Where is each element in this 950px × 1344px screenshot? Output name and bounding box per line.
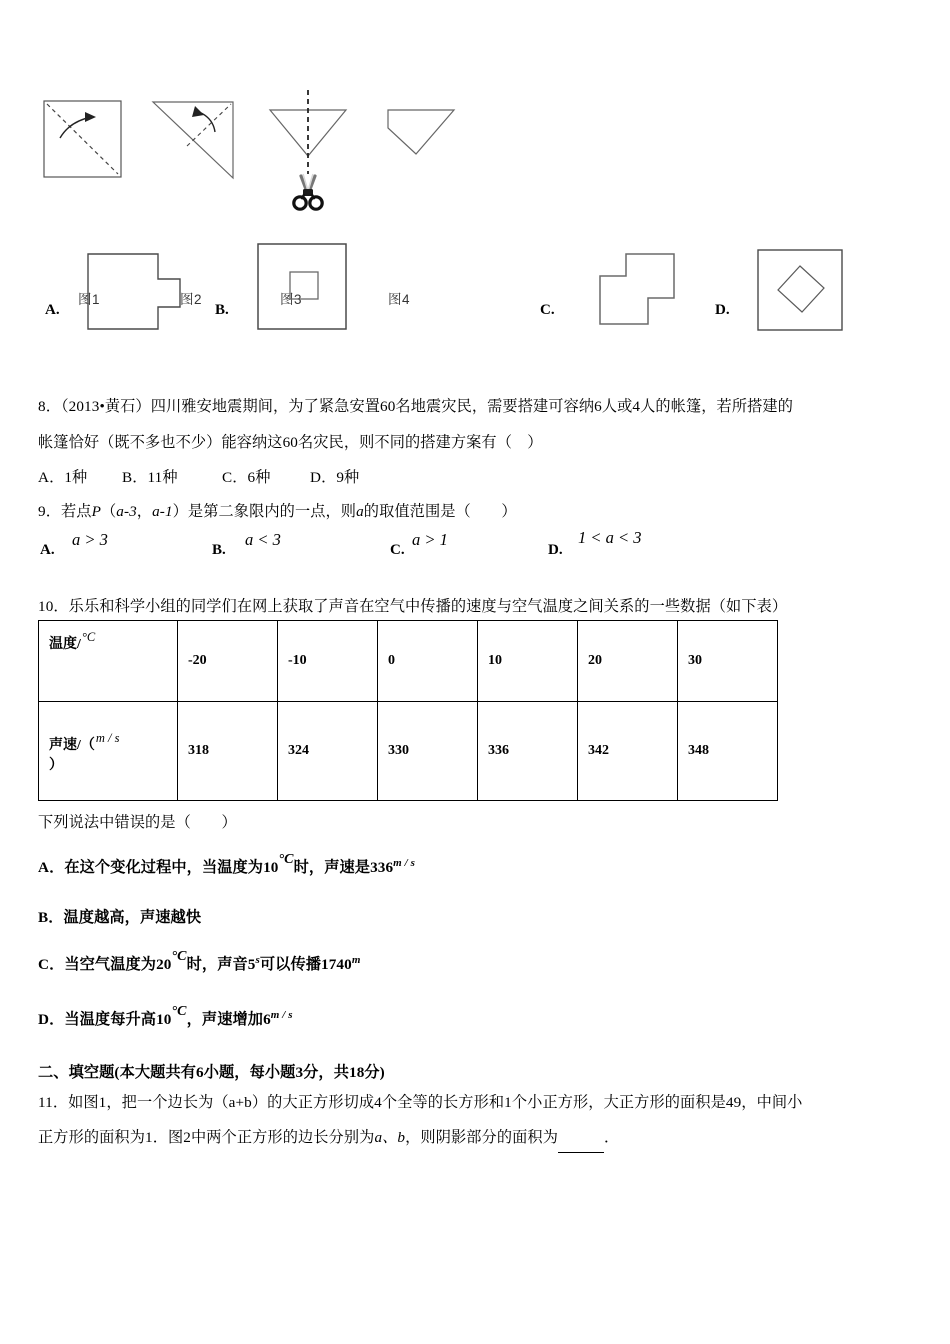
question-10-option-c[interactable] <box>38 945 738 980</box>
question-9-letter-b: B. <box>212 542 226 558</box>
question-9-option-b[interactable]: a < 3 <box>245 530 281 549</box>
option-shape-d[interactable] <box>752 244 862 341</box>
question-11-line-2 <box>38 1123 928 1153</box>
question-10-option-d-value-1: 10 <box>156 1011 172 1029</box>
question-9-stem-part-4: 的取值范围是（ ） <box>363 503 517 520</box>
question-8-option-d[interactable]: D．9种 <box>310 469 360 486</box>
question-10-option-c-unit-3: m <box>351 954 361 966</box>
z-step-polygon-icon <box>578 246 688 334</box>
figure-label-1: 图1 <box>78 292 101 307</box>
question-10-prompt: 下列说法中错误的是（ ） <box>38 814 237 831</box>
question-9-stem-part-1: 9．若点 <box>38 503 92 520</box>
table-header-temperature-label: 温度/ <box>49 637 81 652</box>
square-in-square-icon <box>252 238 362 333</box>
figure-1-square-fold <box>40 88 150 223</box>
question-10-option-c-text-2: 时，声音 <box>186 956 248 974</box>
option-letter-a: A. <box>45 302 60 318</box>
table-cell-speed-0: 318 <box>178 702 278 801</box>
question-10-option-d-text-1: D．当温度每升高 <box>38 1011 157 1029</box>
question-11-line-1: 11．如图1，把一个边长为（a+b）的大正方形切成4个全等的长方形和1个小正方形，大正方形的面积是49，中间小 <box>38 1094 803 1111</box>
question-11-line-2-period: ． <box>604 1129 620 1146</box>
question-11-line-2-text-2: ，则阴影部分的面积为 <box>405 1129 558 1146</box>
option-shape-c[interactable] <box>578 246 688 339</box>
question-10-option-c-unit-1: °C <box>171 949 187 964</box>
table-cell-temp-5: 30 <box>678 621 778 702</box>
question-10-option-d[interactable] <box>38 1000 738 1035</box>
figure-3-cut-with-scissors <box>258 88 368 223</box>
question-11-line-2-text-1: 正方形的面积为1．图2中两个正方形的边长分别为 <box>38 1129 375 1146</box>
question-9-stem-part-3: ）是第二象限内的一点，则 <box>172 503 357 520</box>
option-shape-b[interactable] <box>252 238 362 338</box>
question-8-option-c[interactable]: C．6种 <box>222 469 271 486</box>
table-cell-speed-2: 330 <box>378 702 478 801</box>
question-10-option-c-text-1: C．当空气温度为 <box>38 956 157 974</box>
option-letter-c: C. <box>540 302 555 318</box>
question-10-option-a-unit-2: m / s <box>393 857 416 869</box>
table-cell-speed-4: 342 <box>578 702 678 801</box>
table-cell-temp-0: -20 <box>178 621 278 702</box>
table-cell-speed-1: 324 <box>278 702 378 801</box>
question-10-option-c-value-1: 20 <box>156 956 172 974</box>
sound-speed-table <box>38 620 778 801</box>
table-header-temperature <box>39 621 178 702</box>
question-11-variables: a、b <box>374 1129 406 1146</box>
question-9-letter-c: C. <box>390 542 405 558</box>
question-10-stem: 10．乐乐和科学小组的同学们在网上获取了声音在空气中传播的速度与空气温度之间关系的一些数据（如下表） <box>38 598 788 615</box>
figure-4-svg <box>380 88 465 183</box>
question-10-option-d-text-2: ，声速增加 <box>186 1011 264 1029</box>
question-9-letter-a: A. <box>40 542 55 558</box>
plus-tab-square-icon <box>80 244 190 334</box>
table-header-speed-close-paren: ） <box>49 758 63 773</box>
table-cell-temp-2: 0 <box>378 621 478 702</box>
question-8-line-2: 帐篷恰好（既不多也不少）能容纳这60名灾民，则不同的搭建方案有（ ） <box>38 434 543 451</box>
shape-answer-options <box>0 240 950 340</box>
question-8-option-b[interactable]: B．11种 <box>122 469 178 486</box>
question-9-coord-y: a-1 <box>152 503 173 520</box>
question-10-option-d-unit-2: m / s <box>270 1009 293 1021</box>
question-9-option-a[interactable]: a > 3 <box>72 530 108 549</box>
question-10-option-a-unit-1: °C <box>278 852 294 867</box>
question-10-option-d-value-2: 6 <box>263 1011 271 1029</box>
question-10-option-d-unit-1: °C <box>171 1004 187 1019</box>
option-letter-b: B. <box>215 302 229 318</box>
figure-2-svg <box>147 88 242 183</box>
question-11-answer-blank[interactable] <box>558 1138 604 1153</box>
question-10-option-a-value-1: 10 <box>263 859 279 877</box>
table-unit-celsius: °C <box>81 630 96 644</box>
option-shape-a[interactable] <box>80 244 190 339</box>
table-cell-temp-4: 20 <box>578 621 678 702</box>
question-9-coord-comma: ， <box>136 503 153 520</box>
scissors-icon <box>294 174 322 209</box>
paper-folding-figure-strip <box>40 88 510 307</box>
question-9-stem <box>38 497 738 527</box>
question-10-option-a-text-2: 时，声速是 <box>293 859 371 877</box>
question-9-letter-d: D. <box>548 542 563 558</box>
question-10-option-a-text-1: A．在这个变化过程中，当温度为 <box>38 859 264 877</box>
table-cell-temp-1: -10 <box>278 621 378 702</box>
figure-label-2: 图2 <box>180 292 203 307</box>
table-row-temperature <box>39 621 778 702</box>
question-9-option-d[interactable]: 1 < a < 3 <box>578 528 642 547</box>
table-header-speed-label: 声速/（ <box>49 738 95 753</box>
figure-label-3: 图3 <box>280 292 303 307</box>
table-cell-speed-5: 348 <box>678 702 778 801</box>
question-9-coord-x: a-3 <box>116 503 137 520</box>
figure-4-result-shape <box>380 88 490 223</box>
question-10-option-b[interactable]: B．温度越高，声速越快 <box>38 909 202 926</box>
question-8-line-1: 8．（2013•黄石）四川雅安地震期间，为了紧急安置60名地震灾民，需要搭建可容纳6人或4人的帐篷，若所搭建的 <box>38 398 793 415</box>
figure-label-4: 图4 <box>388 292 411 307</box>
question-10-option-c-value-2: 5 <box>247 956 256 974</box>
diamond-in-square-icon <box>752 244 862 336</box>
table-cell-temp-3: 10 <box>478 621 578 702</box>
option-letter-d: D. <box>715 302 730 318</box>
section-2-heading: 二、填空题(本大题共有6小题，每小题3分，共18分) <box>38 1064 385 1081</box>
question-10-option-c-unit-2: s <box>255 954 260 966</box>
question-9-point-p: P <box>91 503 101 520</box>
table-cell-speed-3: 336 <box>478 702 578 801</box>
figure-1-svg <box>40 88 125 183</box>
question-10-option-c-text-3: 可以传播 <box>259 956 322 974</box>
table-unit-meters-per-second: m / s <box>95 731 120 745</box>
question-9-stem-part-2: （ <box>100 503 117 520</box>
table-header-speed <box>39 702 178 801</box>
question-10-option-a[interactable] <box>38 848 738 883</box>
question-10-option-c-value-3: 1740 <box>321 956 352 974</box>
question-8-option-a[interactable]: A．1种 <box>38 469 88 486</box>
table-row-speed <box>39 702 778 801</box>
question-10-option-a-value-2: 336 <box>370 859 394 877</box>
figure-2-triangle-fold <box>147 88 257 223</box>
figure-3-svg <box>258 88 358 213</box>
question-9-option-c[interactable]: a > 1 <box>412 530 448 549</box>
question-9-variable-a: a <box>356 503 364 520</box>
